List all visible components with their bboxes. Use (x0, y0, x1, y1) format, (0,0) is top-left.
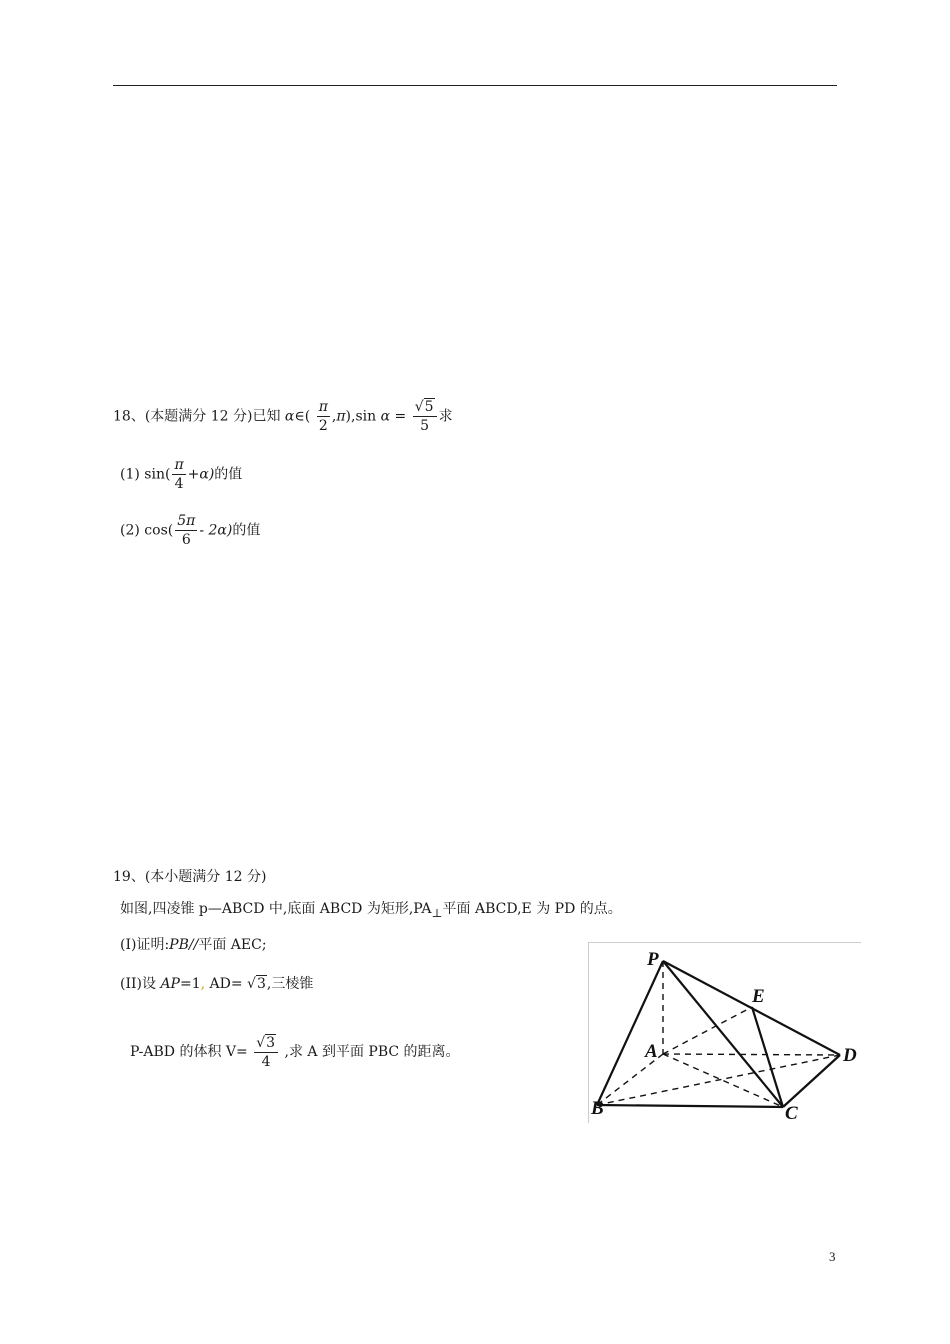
header-rule (113, 85, 837, 86)
q19-part1: (I)证明:PB//平面 AEC; (120, 937, 267, 953)
label-b: B (591, 1098, 604, 1119)
edge-bd (597, 1055, 840, 1105)
q18-points: (本题满分 12 分) (144, 408, 253, 425)
q18-stem: 18、(本题满分 12 分)已知 α∈( $\frac{\pi}{2}$ ,π),sin α = $\frac{√5}{5}$ 求 (113, 399, 453, 434)
edge-pc (663, 961, 783, 1107)
label-d: D (843, 1045, 857, 1066)
q19-heading: 19、(本小题满分 12 分) (113, 869, 267, 885)
q18-part2: (2) cos( $\frac{5\pi}{6}$ - 2α)的值 (120, 513, 261, 548)
q18-alpha: α (284, 408, 295, 425)
q19-part2: (II)设 AP=1, AD= √3,三棱锥 (120, 976, 314, 992)
pyramid-diagram (589, 943, 861, 1123)
q18-qiu: 求 (438, 408, 453, 425)
pyramid-figure (588, 942, 861, 1123)
q19-intro: 如图,四凌锥 p—ABCD 中,底面 ABCD 为矩形$,PA_\perp$平面 ABCD,E 为 PD 的点。 (120, 901, 622, 920)
label-c: C (785, 1103, 798, 1123)
edge-cd (783, 1055, 840, 1107)
q19-volume: P-ABD 的体积 V= $\frac{√3}{4}$ ,求 A 到平面 PBC 的距离。 (130, 1034, 460, 1070)
q18-known: 已知 (252, 408, 281, 425)
edge-bc (597, 1105, 783, 1107)
edge-pb (597, 961, 663, 1105)
q18-in: ∈ (294, 408, 305, 425)
edge-ac (663, 1054, 783, 1107)
label-a: A (645, 1041, 658, 1062)
edge-ad (663, 1054, 840, 1055)
label-p: P (647, 949, 659, 970)
q18-number: 18、 (113, 408, 145, 425)
page-number: 3 (829, 1249, 836, 1264)
q18-sqrt5-over-5: $\frac{√5}{5}$ (413, 398, 437, 435)
q18-part1: (1) sin( $\frac{\pi}{4}$ +α)的值 (120, 457, 243, 492)
label-e: E (752, 986, 765, 1007)
q18-pi-over-2: $\frac{\pi}{2}$ (318, 399, 328, 434)
